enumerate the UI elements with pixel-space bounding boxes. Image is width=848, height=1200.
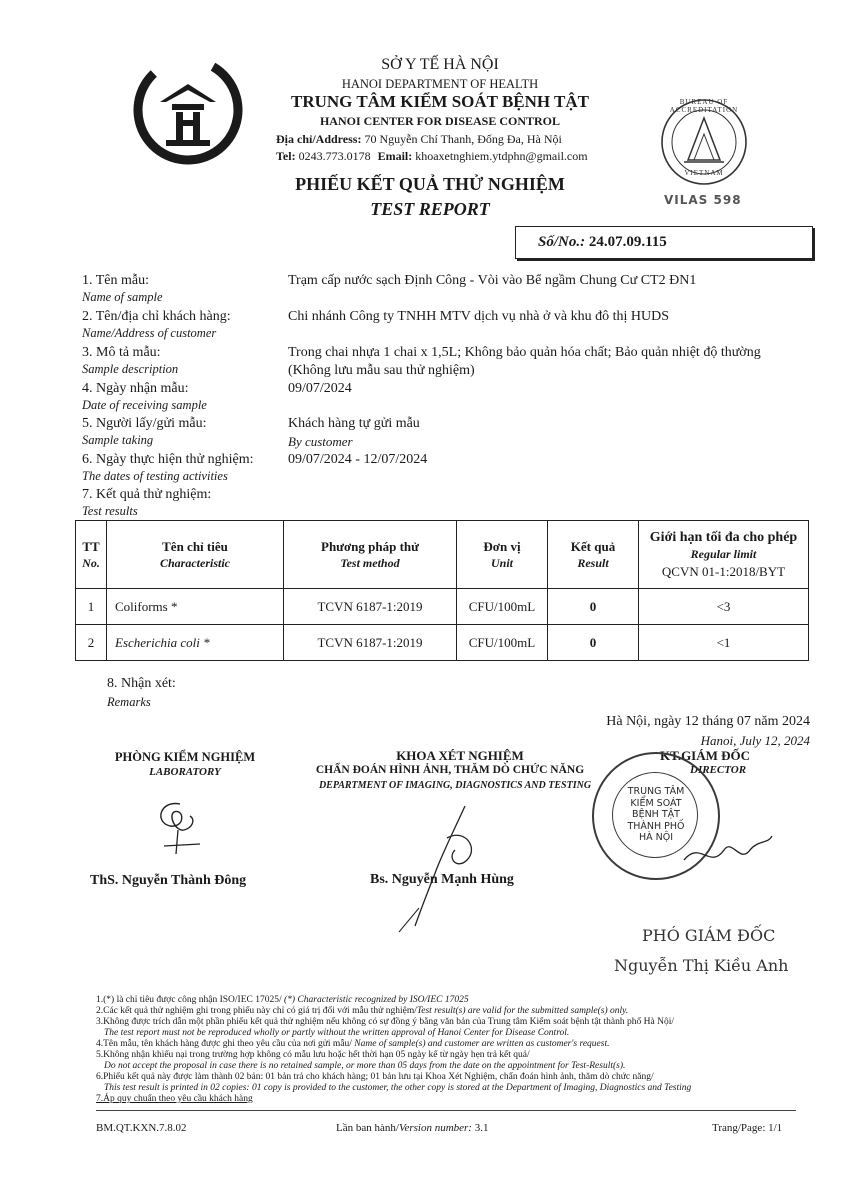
dept-title-vi: KHOA XÉT NGHIỆM bbox=[396, 748, 524, 763]
footnote: 6.Phiếu kết quả này được làm thành 02 bản: 01 bản trả cho khách hàng; 01 bản lưu tại Khoa Xét Nghiệm, chẩn đoán hình ảnh, thăm dò chức năng/ bbox=[96, 1072, 654, 1082]
footnote: Do not accept the proposal in case there is no retained sample, or more than 05 days from the date on the appointment for Test-Result(s). bbox=[104, 1061, 626, 1071]
vilas-code: VILAS 598 bbox=[664, 193, 742, 207]
stamp-text: TRUNG TÂM KIỂM SOÁT BỆNH TẬT THÀNH PHỐ HÀ NỘI bbox=[627, 786, 685, 843]
field-description-value2: (Không lưu mẫu sau thử nghiệm) bbox=[288, 363, 475, 378]
remarks-label: 8. Nhận xét: bbox=[107, 676, 176, 691]
field-sample-taking-label: 5. Người lấy/gửi mẫu: Sample taking bbox=[82, 416, 207, 447]
report-title-vi: PHIẾU KẾT QUẢ THỬ NGHIỆM bbox=[295, 174, 565, 194]
col-no: TT No. bbox=[76, 521, 107, 589]
table-header-row bbox=[76, 521, 809, 589]
director-deputy-title: PHÓ GIÁM ĐỐC bbox=[642, 926, 776, 945]
footnote: 5.Không nhận khiếu nại trong trường hợp không có mẫu lưu hoặc hết thời hạn 05 ngày kể từ ngày hẹn trả kết quả/ bbox=[96, 1050, 530, 1060]
lab-signer-name: ThS. Nguyễn Thành Đông bbox=[90, 873, 247, 888]
col-limit: Giới hạn tối đa cho phép Regular limit QCVN 01-1:2018/BYT bbox=[639, 521, 809, 589]
lab-signature bbox=[140, 792, 220, 867]
version-info: Lần ban hành/Version number: 3.1 bbox=[336, 1122, 489, 1134]
dept-name-vi: SỞ Y TẾ HÀ NỘI bbox=[381, 56, 499, 73]
field-description-label: 3. Mô tả mẫu: Sample description bbox=[82, 345, 179, 376]
lab-title-vi: PHÒNG KIỂM NGHIỆM bbox=[114, 750, 256, 764]
col-unit: Đơn vị Unit bbox=[457, 521, 548, 589]
center-name-vi: TRUNG TÂM KIỂM SOÁT BỆNH TẬT bbox=[290, 92, 590, 111]
col-result: Kết quả Result bbox=[548, 521, 639, 589]
field-description-value: Trong chai nhựa 1 chai x 1,5L; Không bảo quản hóa chất; Bảo quản nhiệt độ thường bbox=[288, 345, 761, 360]
footnote: 3.Không được trích dẫn một phần phiếu kết quả thử nghiệm nếu không có sự đồng ý bằng văn bản của Trung tâm Kiểm soát bệnh tật thành phố Hà Nội/ bbox=[96, 1017, 674, 1027]
table-row: 1 Coliforms * TCVN 6187-1:2019 CFU/100mL 0 <3 bbox=[76, 589, 809, 625]
form-code: BM.QT.KXN.7.8.02 bbox=[96, 1122, 187, 1134]
field-sample-taking-value: Khách hàng tự gửi mẫu bbox=[288, 416, 420, 431]
footnote-divider bbox=[96, 1110, 796, 1111]
center-name-en: HANOI CENTER FOR DISEASE CONTROL bbox=[319, 114, 561, 128]
field-customer-value: Chi nhánh Công ty TNHH MTV dịch vụ nhà ở và khu đô thị HUDS bbox=[288, 309, 669, 324]
dept-title-en: DEPARTMENT OF IMAGING, DIAGNOSTICS AND TESTING bbox=[318, 780, 592, 791]
table-row: 2 Escherichia coli * TCVN 6187-1:2019 CFU/100mL 0 <1 bbox=[76, 625, 809, 661]
issue-date-vi: Hà Nội, ngày 12 tháng 07 năm 2024 bbox=[606, 714, 810, 729]
col-characteristic: Tên chỉ tiêu Characteristic bbox=[107, 521, 284, 589]
field-received-date-value: 09/07/2024 bbox=[288, 381, 352, 396]
dept-title-vi2: CHẨN ĐOÁN HÌNH ẢNH, THĂM DÒ CHỨC NĂNG bbox=[315, 764, 585, 776]
dept-name-en: HANOI DEPARTMENT OF HEALTH bbox=[341, 77, 539, 91]
results-table bbox=[75, 520, 809, 661]
report-title-en: TEST REPORT bbox=[370, 199, 490, 219]
report-number: Số/No.: 24.07.09.115 bbox=[538, 234, 667, 250]
lab-title-en: LABORATORY bbox=[149, 766, 221, 778]
accreditation-seal bbox=[648, 96, 760, 188]
director-signature bbox=[680, 820, 780, 885]
footnote: 7.Áp quy chuẩn theo yêu cầu khách hàng bbox=[96, 1094, 253, 1104]
field-test-dates-label: 6. Ngày thực hiện thử nghiệm: The dates of testing activities bbox=[82, 452, 254, 483]
field-sample-name-label: 1. Tên mẫu: Name of sample bbox=[82, 273, 163, 304]
hanoi-cdc-logo bbox=[132, 54, 244, 166]
field-received-date-label: 4. Ngày nhận mẫu: Date of receiving sample bbox=[82, 381, 207, 412]
contact-line: Tel: 0243.773.0178 Email: khoaxetnghiem.ytdphn@gmail.com bbox=[276, 149, 588, 163]
footnote: 2.Các kết quả thử nghiệm ghi trong phiếu này chỉ có giá trị đối với mẫu thử nghiệm/Test result(s) are valid for the submitted sample(s) only. bbox=[96, 1006, 629, 1016]
field-sample-taking-value2: By customer bbox=[288, 434, 353, 449]
director-signer-name: Nguyễn Thị Kiều Anh bbox=[614, 956, 789, 975]
footnote: This test result is printed in 02 copies: 01 copy is provided to the customer, the other copy is stored at the Department of Imaging, Diagnostics and Testing bbox=[104, 1083, 692, 1093]
footnote: 4.Tên mẫu, tên khách hàng được ghi theo yêu cầu của nơi gửi mẫu/ Name of sample(s) and customer are written as customer's request. bbox=[96, 1039, 610, 1049]
director-title-en: DIRECTOR bbox=[690, 764, 747, 776]
address-line: Địa chỉ/Address: 70 Nguyễn Chí Thanh, Đống Đa, Hà Nội bbox=[276, 132, 562, 146]
footnote: 1.(*) là chỉ tiêu được công nhận ISO/IEC 17025/ (*) Characteristic recognized by ISO/IEC 17025 bbox=[96, 995, 469, 1005]
page-info: Trang/Page: 1/1 bbox=[712, 1122, 783, 1134]
col-method: Phương pháp thử Test method bbox=[284, 521, 457, 589]
field-results-label: 7. Kết quả thử nghiệm: Test results bbox=[82, 487, 212, 518]
remarks-label-en: Remarks bbox=[107, 695, 151, 709]
field-sample-name-value: Trạm cấp nước sạch Định Công - Vòi vào Bể ngầm Chung Cư CT2 ĐN1 bbox=[288, 273, 697, 288]
report-number-box bbox=[515, 226, 813, 259]
issue-date-en: Hanoi, July 12, 2024 bbox=[700, 733, 810, 748]
field-test-dates-value: 09/07/2024 - 12/07/2024 bbox=[288, 452, 428, 467]
dept-signature bbox=[395, 798, 515, 943]
director-title-vi: KT.GIÁM ĐỐC bbox=[660, 748, 751, 763]
dept-signer-name: Bs. Nguyễn Mạnh Hùng bbox=[370, 872, 514, 887]
seal-vietnam-text: VIETNAM bbox=[684, 169, 724, 177]
field-customer-label: 2. Tên/địa chỉ khách hàng: Name/Address of customer bbox=[82, 309, 231, 340]
seal-ring-text: BUREAU OF ACCREDITATION bbox=[669, 98, 739, 114]
footnote: The test report must not be reproduced wholly or partly without the written approval of Hanoi Center for Disease Control. bbox=[104, 1028, 570, 1038]
